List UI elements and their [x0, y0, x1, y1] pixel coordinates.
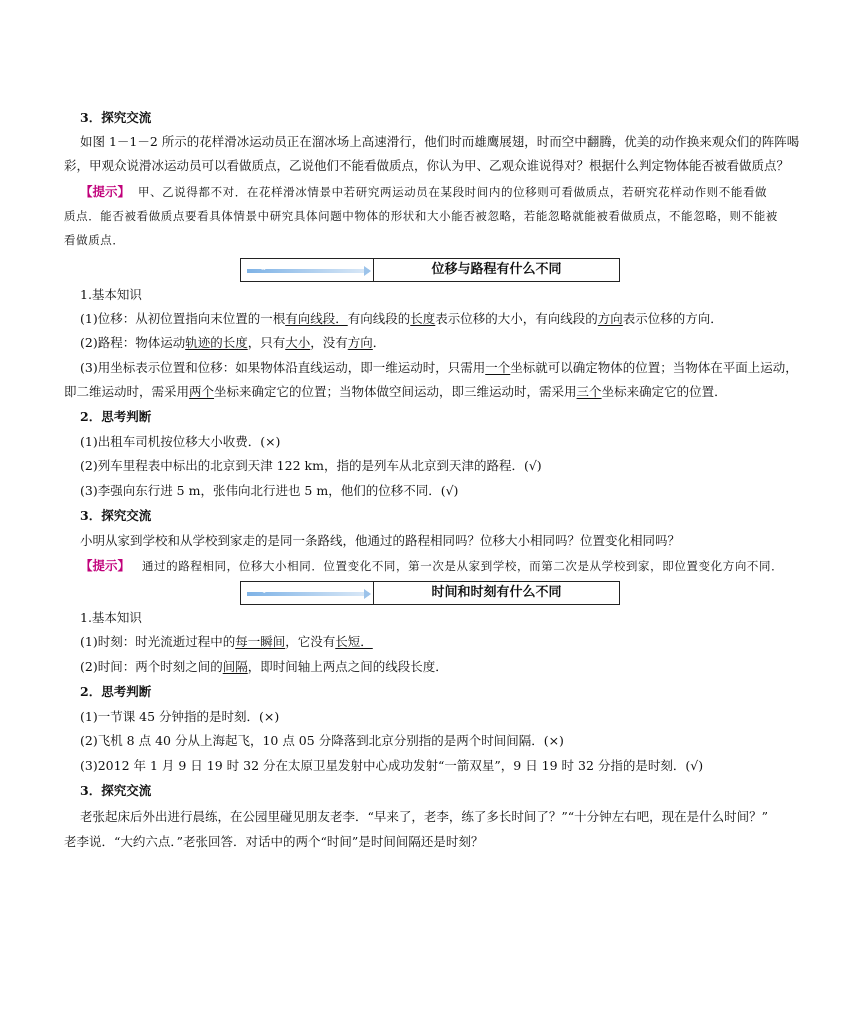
section-number: 4 [261, 586, 267, 595]
underlined-term: 长度 [410, 311, 436, 326]
text-segment: ，即时间轴上两点之间的线段长度． [247, 659, 448, 674]
judge-heading: 2．思考判断 [80, 409, 152, 424]
question-line: 老张起床后外出进行晨练，在公园里碰见朋友老李．“早来了，老李，练了多长时间了？”“十分钟左右吧，现在是什么时间？” [80, 809, 769, 824]
text-segment: 表示位移的方向． [622, 311, 723, 326]
explore-heading: 3．探究交流 [80, 783, 152, 798]
text-segment: ，它没有 [285, 634, 336, 649]
judge-heading: 2．思考判断 [80, 684, 152, 699]
underlined-term: 两个 [189, 384, 215, 399]
paragraph-displacement [80, 309, 800, 329]
question-line: 小明从家到学校和从学校到家走的是同一条路线，他通过的路程相同吗？位移大小相同吗？位置变化相同吗？ [80, 533, 681, 548]
text-segment: 坐标就可以确定物体的位置；当物体在平面上运动， [510, 360, 798, 375]
paragraph-path [80, 333, 800, 353]
basic-knowledge-heading: 1.基本知识 [80, 287, 142, 302]
basic-knowledge-heading: 1.基本知识 [80, 610, 142, 625]
hint-line [80, 182, 800, 202]
hint-text: 通过的路程相同，位移大小相同．位置变化不同，第一次是从家到学校，而第二次是从学校到家，即位置变化方向不同． [141, 559, 784, 573]
judge-item: (2)飞机 8 点 40 分从上海起飞，10 点 05 分降落到北京分别指的是两个时间间隔．(×) [80, 733, 564, 748]
text-segment: (3)用坐标表示位置和位移：如果物体沿直线运动，即一维运动时，只需用 [80, 360, 486, 375]
underlined-term: 有向线段． [285, 311, 348, 326]
text-segment: ，没有 [310, 335, 348, 350]
hint-line: 看做质点． [64, 233, 125, 247]
hint-line: 质点．能否被看做质点要看具体情景中研究具体问题中物体的形状和大小能否被忽略，若能忽略就能被看做质点，不能忽略，则不能被 [64, 209, 778, 223]
judge-item: (1)出租车司机按位移大小收费．(×) [80, 434, 281, 449]
text-segment: ． [372, 335, 386, 350]
section-number: 3 [261, 263, 267, 272]
question-line: 彩，甲观众说滑冰运动员可以看做质点，乙说他们不能看做质点，你认为甲、乙观众谁说得对？根据什么判定物体能否被看做质点？ [64, 158, 790, 173]
paragraph-interval [80, 657, 800, 677]
paragraph-coordinates-cont [64, 382, 800, 402]
hint-label: 【提示】 [80, 558, 131, 573]
section-header-box [240, 581, 620, 605]
text-segment: 坐标来确定它的位置． [601, 384, 727, 399]
question-text: 如图 1－1－2 所示的花样滑冰运动员正在溜冰场上高速滑行，他们时而雄鹰展翅，时而空中翻腾，优美的动作换来观众们的阵阵喝 [80, 134, 800, 149]
judge-item: (3)李强向东行进 5 m，张伟向北行进也 5 m，他们的位移不同．(√) [80, 483, 459, 498]
text-segment: ，只有 [247, 335, 286, 350]
text-segment: 表示位移的大小，有向线段的 [435, 311, 598, 326]
hint-label: 【提示】 [80, 184, 131, 199]
arrow-head-icon [364, 266, 371, 276]
hint-line [80, 556, 800, 576]
section-title: 时间和时刻有什么不同 [431, 585, 562, 600]
question-line [80, 132, 800, 152]
underlined-term: 三个 [576, 384, 602, 399]
text-segment: 有向线段的 [347, 311, 411, 326]
underlined-term: 轨迹的长度 [185, 335, 248, 350]
explore-heading: 3．探究交流 [80, 110, 152, 125]
arrow-head-icon [364, 589, 371, 599]
judge-item: (1)一节课 45 分钟指的是时刻．(×) [80, 709, 280, 724]
hint-text: 甲、乙说得都不对．在花样滑冰情景中若研究两运动员在某段时间内的位移则可看做质点，若研究花样动作则不能看做 [137, 185, 768, 199]
explore-heading: 3．探究交流 [80, 508, 152, 523]
section-number-badge [241, 582, 374, 604]
judge-item: (3)2012 年 1 月 9 日 19 时 32 分在太原卫星发射中心成功发射“一箭双星”，9 日 19 时 32 分指的是时刻．(√) [80, 758, 704, 773]
text-segment: (2)路程：物体运动 [80, 335, 186, 350]
section-number-badge [241, 259, 374, 281]
underlined-term: 大小 [285, 335, 311, 350]
underlined-term: 长短． [335, 634, 373, 649]
underlined-term: 间隔 [222, 659, 248, 674]
underlined-term: 方向 [597, 311, 623, 326]
text-segment: (1)位移：从初位置指向末位置的一根 [80, 311, 286, 326]
underlined-term: 一个 [485, 360, 511, 375]
judge-item: (2)列车里程表中标出的北京到天津 122 km，指的是列车从北京到天津的路程．(√) [80, 458, 542, 473]
underlined-term: 每一瞬间 [235, 634, 286, 649]
section-header-box [240, 258, 620, 282]
text-segment: (1)时刻：时光流逝过程中的 [80, 634, 236, 649]
paragraph-coordinates [80, 358, 800, 378]
underlined-term: 方向 [347, 335, 373, 350]
paragraph-moment [80, 632, 800, 652]
question-line: 老李说．“大约六点．”老张回答．对话中的两个“时间”是时间间隔还是时刻？ [64, 834, 484, 849]
section-title: 位移与路程有什么不同 [431, 262, 562, 277]
text-segment: 坐标来确定它的位置；当物体做空间运动，即三维运动时，需采用 [214, 384, 577, 399]
text-segment: 即二维运动时，需采用 [64, 384, 190, 399]
text-segment: (2)时间：两个时刻之间的 [80, 659, 223, 674]
